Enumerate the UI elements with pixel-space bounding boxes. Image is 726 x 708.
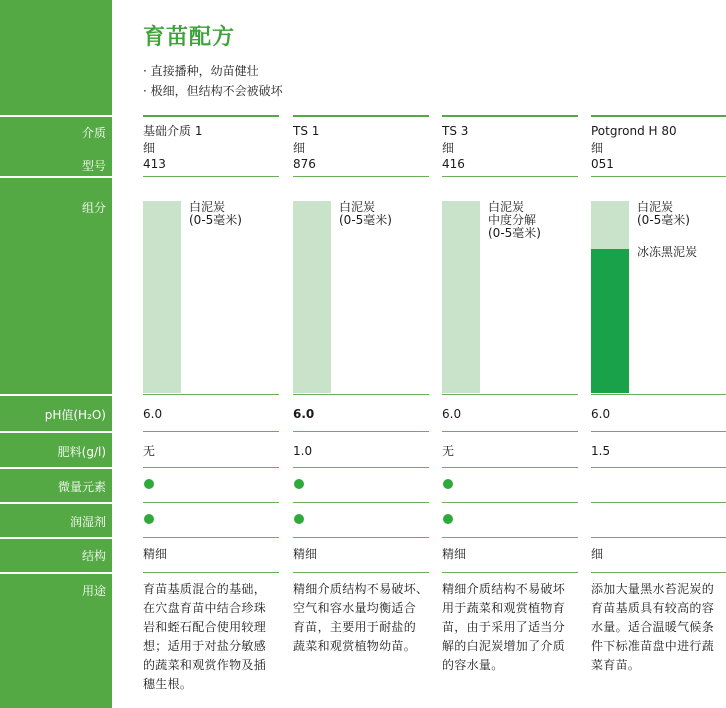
composition-bar-light — [442, 201, 480, 393]
row-label-structure: 结构 — [81, 549, 106, 563]
row-divider — [442, 431, 578, 432]
row-label-composition: 组分 — [81, 201, 106, 215]
medium-name: TS 3 — [442, 124, 469, 138]
column-top-rule — [143, 115, 279, 117]
row-divider — [293, 572, 429, 573]
row-divider — [143, 431, 279, 432]
trace-elements-dot — [294, 479, 304, 489]
row-divider — [591, 431, 726, 432]
row-divider — [442, 394, 578, 395]
page-title: 育苗配方 — [143, 25, 236, 50]
model-number: 416 — [442, 157, 465, 171]
ph-value: 6.0 — [293, 407, 315, 421]
sidebar-divider — [0, 537, 112, 539]
fertilizer-value: 1.0 — [293, 444, 313, 458]
sidebar-divider — [0, 394, 112, 396]
usage-description: 精细介质结构不易破坏 用于蔬菜和观赏植物育 苗，由于采用了适当分 解的白泥炭增加了介质 的容水量。 — [442, 582, 566, 672]
composition-label: 白泥炭 (0-5毫米) — [339, 200, 392, 227]
sidebar-divider — [0, 431, 112, 433]
wetting-agent-dot — [443, 514, 453, 524]
row-divider — [143, 394, 279, 395]
structure-value: 精细 — [442, 547, 467, 561]
trace-elements-dot — [144, 479, 154, 489]
row-divider — [143, 176, 279, 177]
ph-value: 6.0 — [143, 407, 163, 421]
row-label-fertilizer: 肥料(g/l) — [57, 445, 106, 459]
composition-bar-dark — [591, 249, 629, 393]
row-label-model: 型号 — [81, 159, 106, 173]
row-divider — [293, 176, 429, 177]
row-divider — [591, 502, 726, 503]
row-divider — [442, 467, 578, 468]
composition-label: 白泥炭 (0-5毫米) — [637, 200, 690, 227]
row-divider — [442, 176, 578, 177]
left-sidebar — [0, 0, 112, 708]
row-divider — [293, 431, 429, 432]
ph-value: 6.0 — [442, 407, 462, 421]
trace-elements-dot — [443, 479, 453, 489]
fertilizer-value: 无 — [143, 444, 156, 458]
sidebar-divider — [0, 115, 112, 117]
column-top-rule — [293, 115, 429, 117]
row-divider — [293, 502, 429, 503]
model-number: 876 — [293, 157, 316, 171]
structure-value: 精细 — [293, 547, 318, 561]
composition-label-dark: 冰冻黑泥炭 — [637, 245, 698, 259]
composition-bar-light — [143, 201, 181, 393]
sidebar-divider — [0, 467, 112, 469]
row-divider — [442, 572, 578, 573]
row-label-medium: 介质 — [81, 126, 106, 140]
usage-description: 育苗基质混合的基础， 在穴盘育苗中结合珍珠 岩和蛭石配合使用较理 想；适用于对盐分敏感 的蔬菜和观赏作物及插 穗生根。 — [143, 582, 267, 691]
fineness-value: 细 — [293, 141, 306, 155]
row-label-usage: 用途 — [81, 584, 106, 598]
row-divider — [591, 537, 726, 538]
row-divider — [293, 537, 429, 538]
row-label-wetting-agent: 润湿剂 — [69, 515, 106, 529]
medium-name: 基础介质 1 — [143, 124, 203, 138]
fineness-value: 细 — [143, 141, 156, 155]
fineness-value: 细 — [442, 141, 455, 155]
composition-label: 白泥炭 (0-5毫米) — [189, 200, 242, 227]
row-divider — [591, 467, 726, 468]
row-divider — [591, 176, 726, 177]
model-number: 051 — [591, 157, 614, 171]
row-divider — [293, 394, 429, 395]
wetting-agent-dot — [144, 514, 154, 524]
composition-bar-light — [591, 201, 629, 249]
row-divider — [143, 537, 279, 538]
sidebar-divider — [0, 502, 112, 504]
row-label-ph: pH值(H₂O) — [44, 408, 106, 422]
medium-name: Potgrond H 80 — [591, 124, 677, 138]
row-divider — [442, 537, 578, 538]
column-top-rule — [442, 115, 578, 117]
structure-value: 细 — [591, 547, 604, 561]
sidebar-divider — [0, 572, 112, 574]
fertilizer-value: 1.5 — [591, 444, 611, 458]
ph-value: 6.0 — [591, 407, 611, 421]
composition-bar-light — [293, 201, 331, 393]
fineness-value: 细 — [591, 141, 604, 155]
composition-label: 白泥炭 中度分解 (0-5毫米) — [488, 200, 541, 240]
row-divider — [442, 502, 578, 503]
usage-description: 添加大量黑水苔泥炭的 育苗基质具有较高的容 水量。适合温暖气候条 件下标准苗盘中进行蔬 菜育苗。 — [591, 582, 715, 672]
row-divider — [591, 394, 726, 395]
column-top-rule — [591, 115, 726, 117]
row-divider — [143, 572, 279, 573]
row-label-trace-elements: 微量元素 — [57, 480, 106, 494]
medium-name: TS 1 — [293, 124, 320, 138]
structure-value: 精细 — [143, 547, 168, 561]
bullet-point: · 极细，但结构不会被破坏 — [143, 84, 283, 98]
wetting-agent-dot — [294, 514, 304, 524]
row-divider — [143, 467, 279, 468]
sidebar-divider — [0, 176, 112, 178]
bullet-point: · 直接播种，幼苗健壮 — [143, 64, 259, 78]
row-divider — [293, 467, 429, 468]
usage-description: 精细介质结构不易破坏、 空气和容水量均衡适合 育苗，主要用于耐盐的 蔬菜和观赏植物幼苗。 — [293, 582, 429, 653]
model-number: 413 — [143, 157, 166, 171]
fertilizer-value: 无 — [442, 444, 455, 458]
row-divider — [591, 572, 726, 573]
row-divider — [143, 502, 279, 503]
